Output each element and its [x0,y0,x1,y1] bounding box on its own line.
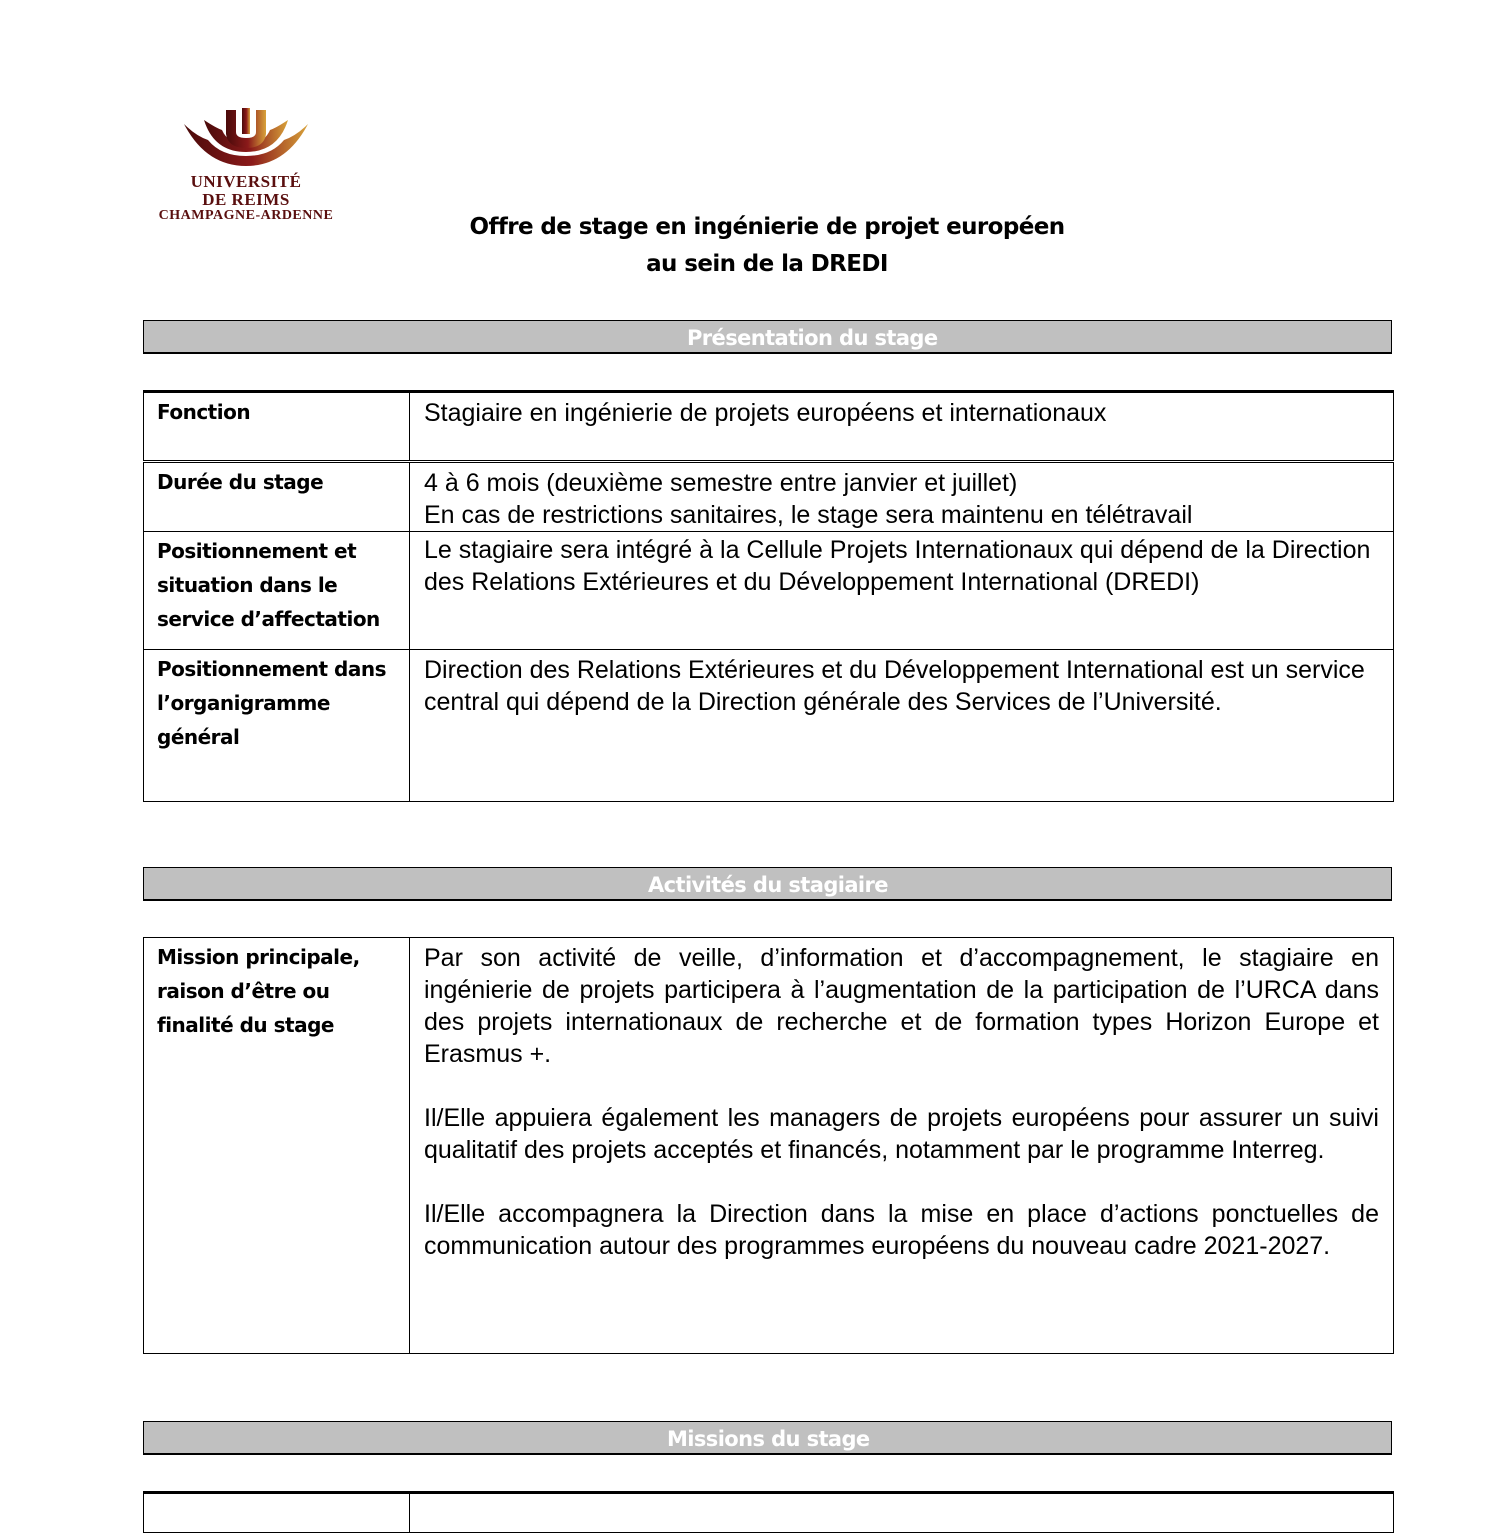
logo-text-line1: UNIVERSITÉ [190,172,302,191]
table-row [144,650,1394,802]
logo-emblem-icon [146,106,346,172]
section-header-presentation [143,320,1392,354]
presentation-table [143,390,1394,802]
row-value [410,462,1394,532]
table-row [144,938,1394,1354]
table-row [144,462,1394,532]
section-title: Présentation du stage [687,326,938,350]
document-title-line1: Offre de stage en ingénierie de projet européen [469,214,1065,240]
section-title: Missions du stage [667,1427,870,1451]
table-row [144,532,1394,650]
row-label: Positionnement et situation dans le service d’affectation [144,532,410,650]
value-line: Stagiaire en ingénierie de projets européens et internationaux [424,399,1107,427]
table-row [144,392,1394,462]
row-label: Fonction [144,392,410,462]
logo-text-line3: CHAMPAGNE-ARDENNE [158,208,334,223]
logo-text-line2: DE REIMS [202,190,290,209]
value-line: Direction des Relations Extérieures et du Développement International est un service central qui dépend de la Direction générale des Services de l’Université. [424,656,1365,716]
row-label: Durée du stage [144,462,410,532]
row-value [410,938,1394,1354]
value-line: Le stagiaire sera intégré à la Cellule Projets Internationaux qui dépend de la Direction des Relations Extérieures et du Développement International (DREDI) [424,536,1371,596]
paragraph: Il/Elle accompagnera la Direction dans la mise en place d’actions ponctuelles de communication autour des programmes européens du nouveau cadre 2021-2027. [424,1200,1379,1260]
paragraph: Par son activité de veille, d’information et d’accompagnement, le stagiaire en ingénierie de projets participera à l’augmentation de la participation de l’URCA dans des projets internationaux de recherche et de formation types Horizon Europe et Erasmus +. [424,944,1379,1068]
row-value [410,532,1394,650]
activites-table [143,937,1394,1354]
table-row [144,1493,1394,1533]
row-label: Positionnement dans l’organigramme général [144,650,410,802]
document-title-line2: au sein de la DREDI [646,251,888,277]
row-label [144,1493,410,1533]
section-header-missions [143,1421,1392,1455]
university-logo [146,106,346,228]
section-header-activites [143,867,1392,901]
value-line: 4 à 6 mois (deuxième semestre entre janvier et juillet) [424,469,1018,497]
value-line: En cas de restrictions sanitaires, le stage sera maintenu en télétravail [424,501,1193,529]
section-title: Activités du stagiaire [648,873,888,897]
row-value-clipped [410,1493,1394,1533]
row-label: Mission principale, raison d’être ou finalité du stage [144,938,410,1354]
paragraph: Il/Elle appuiera également les managers de projets européens pour assurer un suivi qualitatif des projets acceptés et financés, notamment par le programme Interreg. [424,1104,1379,1164]
row-value [410,392,1394,462]
row-value [410,650,1394,802]
missions-table [143,1491,1394,1533]
